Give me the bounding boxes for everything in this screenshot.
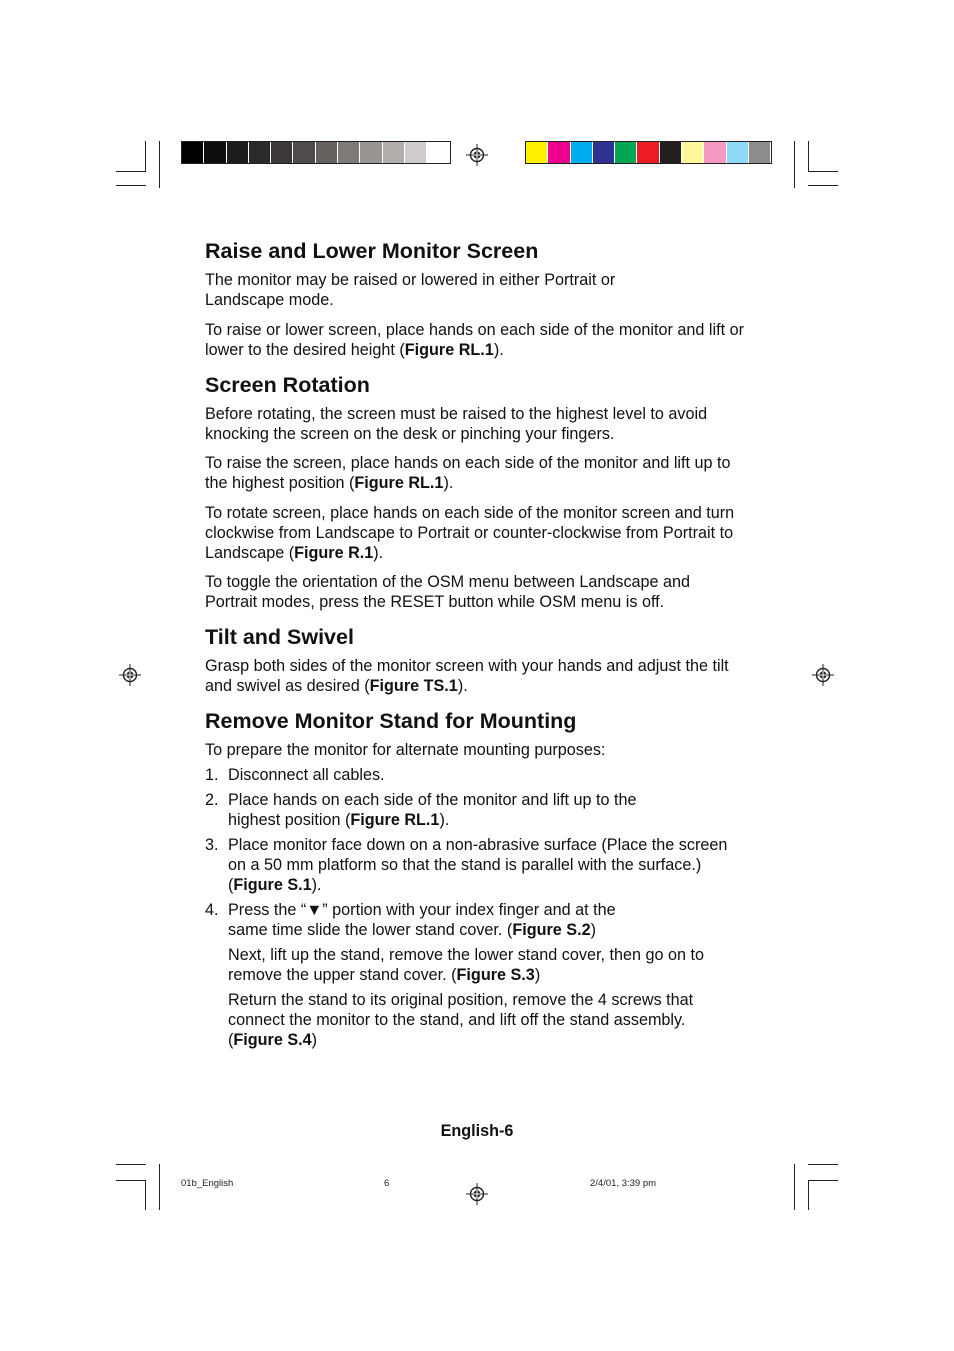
color-swatch <box>660 142 682 163</box>
crop-mark <box>116 185 146 186</box>
section-heading: Tilt and Swivel <box>205 625 354 649</box>
crop-mark <box>794 141 795 188</box>
step-text: ). <box>439 811 450 829</box>
paragraph-text: Grasp both sides of the monitor screen with your hands and adjust the tilt and swivel as desired ( <box>205 657 729 695</box>
figure-reference: Figure S.3 <box>456 966 535 984</box>
color-swatch <box>615 142 637 163</box>
color-swatch <box>360 142 382 163</box>
figure-reference: Figure S.4 <box>233 1031 312 1049</box>
section-screen-rotation <box>205 372 745 613</box>
paragraph-text: ). <box>443 474 454 492</box>
color-swatch <box>637 142 659 163</box>
color-swatch <box>548 142 570 163</box>
step-text: ) <box>534 966 541 984</box>
paragraph-text: To raise or lower screen, place hands on each side of the monitor and lift or lower to the desired height ( <box>205 320 744 359</box>
slug-filename: 01b_English <box>181 1178 234 1189</box>
paragraph <box>205 453 745 493</box>
color-swatch <box>749 142 771 163</box>
color-swatch <box>682 142 704 163</box>
paragraph-text: To rotate screen, place hands on each side of the monitor screen and turn clockwise from Landscape to Portrait or counter-clockwise from Portrait to Landscape ( <box>205 503 735 562</box>
color-swatch <box>727 142 749 163</box>
crop-mark <box>145 1180 146 1210</box>
color-swatch <box>427 142 449 163</box>
paragraph: To prepare the monitor for alternate mounting purposes: <box>205 741 606 759</box>
list-item-continuation <box>205 945 733 985</box>
color-swatch <box>271 142 293 163</box>
slug-page: 6 <box>384 1178 390 1189</box>
crop-mark <box>116 1180 146 1181</box>
crop-mark <box>159 141 160 188</box>
figure-reference: Figure RL.1 <box>354 474 444 492</box>
step-text: ) <box>590 921 596 939</box>
crop-mark <box>808 1180 838 1181</box>
list-item <box>205 900 648 940</box>
paragraph <box>205 320 745 360</box>
figure-reference: Figure RL.1 <box>350 811 440 829</box>
step-text: Press the “▼” portion with your index finger and at the same time slide the lower stand cover. ( <box>228 901 616 939</box>
paragraph-text: ). <box>373 543 384 562</box>
color-swatch <box>182 142 204 163</box>
color-swatch <box>571 142 593 163</box>
section-remove-stand <box>205 708 745 1050</box>
paragraph-text: ). <box>457 677 468 695</box>
figure-reference: Figure TS.1 <box>369 677 458 695</box>
step-number: 1. <box>205 766 219 784</box>
crop-mark <box>145 141 146 171</box>
crop-mark <box>116 171 146 172</box>
color-swatch <box>405 142 427 163</box>
step-text: Return the stand to its original position, remove the 4 screws that connect the monitor to the stand, and lift off the stand assembly. ( <box>228 991 694 1049</box>
list-item <box>205 765 745 785</box>
registration-mark-icon <box>119 664 141 686</box>
figure-reference: Figure R.1 <box>294 543 374 562</box>
paragraph <box>205 656 745 696</box>
color-swatch <box>204 142 226 163</box>
figure-reference: Figure RL.1 <box>404 340 494 359</box>
step-number: 3. <box>205 836 219 854</box>
color-swatch <box>593 142 615 163</box>
steps-list <box>205 765 745 1050</box>
crop-mark <box>808 171 838 172</box>
paragraph <box>205 503 745 563</box>
main-content <box>205 238 745 1062</box>
color-swatch <box>316 142 338 163</box>
paragraph-text: The monitor may be raised or lowered in either Portrait or Landscape mode. <box>205 271 616 309</box>
crop-mark <box>808 141 809 171</box>
page-number-label: English-6 <box>440 1122 514 1140</box>
color-swatch <box>249 142 271 163</box>
list-item-continuation <box>205 990 728 1050</box>
paragraph-text: Before rotating, the screen must be raised to the highest level to avoid knocking the screen on the desk or pinching your fingers. <box>205 404 708 443</box>
paragraph-text: To toggle the orientation of the OSM menu between Landscape and Portrait modes, press the RESET button while OSM menu is off. <box>205 573 691 611</box>
color-swatch <box>383 142 405 163</box>
paragraph <box>205 404 745 444</box>
color-swatch <box>338 142 360 163</box>
step-text: Next, lift up the stand, remove the lower stand cover, then go on to remove the upper stand cover. ( <box>228 946 705 984</box>
crop-mark <box>159 1164 160 1210</box>
crop-mark <box>808 1164 838 1165</box>
paragraph-text: To raise the screen, place hands on each side of the monitor and lift up to the highest position ( <box>205 454 731 492</box>
step-text: Place monitor face down on a non-abrasive surface (Place the screen on a 50 mm platform so that the stand is parallel with the surface.) ( <box>228 836 728 894</box>
section-raise-lower <box>205 238 745 360</box>
step-text: Place hands on each side of the monitor and lift up to the highest position ( <box>228 791 637 829</box>
slug-date: 2/4/01, 3:39 pm <box>590 1178 657 1189</box>
registration-mark-icon <box>466 144 488 166</box>
step-number: 2. <box>205 791 219 809</box>
crop-mark <box>794 1164 795 1210</box>
color-swatch <box>227 142 249 163</box>
figure-reference: Figure S.2 <box>512 921 591 939</box>
step-text: Disconnect all cables. <box>228 766 385 784</box>
list-item <box>205 835 733 895</box>
crop-mark <box>116 1164 146 1165</box>
color-swatch <box>526 142 548 163</box>
color-swatch <box>704 142 726 163</box>
step-number: 4. <box>205 901 219 919</box>
registration-mark-icon <box>466 1183 488 1205</box>
crop-mark <box>808 1180 809 1210</box>
section-heading: Screen Rotation <box>205 372 370 397</box>
process-color-bar <box>525 141 772 164</box>
paragraph <box>205 572 745 612</box>
crop-mark <box>808 185 838 186</box>
paragraph-text: ). <box>493 340 504 359</box>
section-heading: Raise and Lower Monitor Screen <box>205 239 539 263</box>
step-text: ) <box>311 1031 318 1049</box>
grayscale-color-bar <box>181 141 451 164</box>
section-tilt-swivel <box>205 624 745 696</box>
registration-mark-icon <box>812 664 834 686</box>
list-item <box>205 790 668 830</box>
section-heading: Remove Monitor Stand for Mounting <box>205 709 577 733</box>
color-swatch <box>293 142 315 163</box>
step-text: ). <box>311 876 322 894</box>
paragraph <box>205 270 645 310</box>
figure-reference: Figure S.1 <box>233 876 312 894</box>
